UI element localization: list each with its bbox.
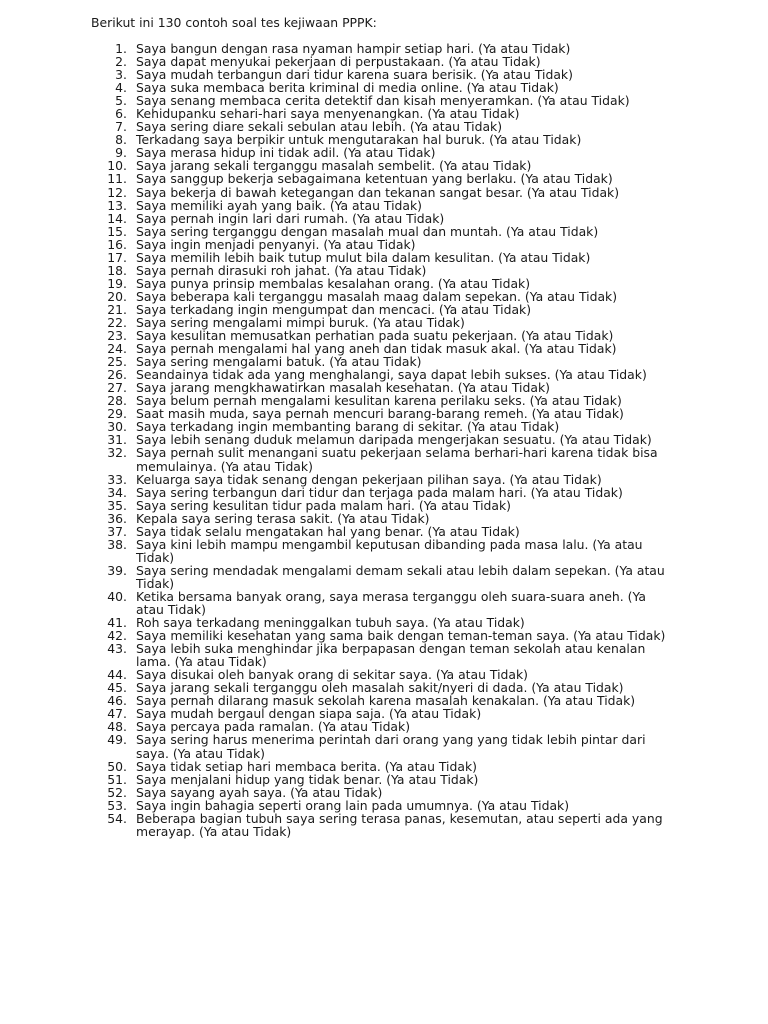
list-item-number: 5. — [115, 93, 127, 109]
list-item-number: 23. — [107, 328, 127, 344]
list-item-number: 30. — [107, 419, 127, 435]
list-item-number: 45. — [107, 680, 127, 696]
list-item-text: Saya sering terbangun dari tidur dan terjaga pada malam hari. (Ya atau Tidak) — [136, 484, 623, 500]
list-item — [0, 473, 768, 486]
list-item-text: Saya pernah dilarang masuk sekolah karena masalah kenakalan. (Ya atau Tidak) — [136, 693, 636, 709]
list-item-text: Saya percaya pada ramalan. (Ya atau Tidak) — [136, 719, 411, 735]
list-item — [0, 446, 768, 472]
list-item-text: Saya lebih senang duduk melamun daripada mengerjakan sesuatu. (Ya atau Tidak) — [136, 432, 652, 448]
list-item-text: Saya sering mengalami batuk. (Ya atau Tidak) — [136, 354, 422, 370]
list-item-number: 40. — [107, 588, 127, 604]
list-item-number: 28. — [107, 393, 127, 409]
list-item-text: Saya disukai oleh banyak orang di sekitar saya. (Ya atau Tidak) — [136, 667, 529, 683]
list-item-text: Saya tidak setiap hari membaca berita. (Ya atau Tidak) — [136, 758, 477, 774]
list-item — [0, 238, 768, 251]
list-item — [0, 773, 768, 786]
list-item-text: Saya dapat menyukai pekerjaan di perpustakaan. (Ya atau Tidak) — [136, 54, 541, 70]
list-item-number: 1. — [115, 41, 127, 56]
list-item-number: 43. — [107, 641, 127, 657]
list-item-text: Saya sering terganggu dengan masalah mual dan muntah. (Ya atau Tidak) — [136, 223, 599, 239]
list-item-text: Seandainya tidak ada yang menghalangi, saya dapat lebih sukses. (Ya atau Tidak) — [136, 367, 647, 383]
list-item — [0, 277, 768, 290]
list-item-number: 36. — [107, 510, 127, 526]
list-item-number: 24. — [107, 341, 127, 357]
list-item-text: Saya jarang sekali terganggu oleh masalah sakit/nyeri di dada. (Ya atau Tidak) — [136, 680, 624, 696]
list-item-number: 11. — [107, 171, 127, 187]
list-item-text: Kehidupanku sehari-hari saya menyenangkan. (Ya atau Tidak) — [136, 106, 520, 122]
list-item-text: Saya sering kesulitan tidur pada malam hari. (Ya atau Tidak) — [136, 497, 512, 513]
list-item-number: 35. — [107, 497, 127, 513]
list-item — [0, 786, 768, 799]
list-item-number: 9. — [115, 145, 127, 161]
list-item-text: Saya beberapa kali terganggu masalah maag dalam sepekan. (Ya atau Tidak) — [136, 288, 618, 304]
list-item-text: Saya terkadang ingin mengumpat dan mencaci. (Ya atau Tidak) — [136, 301, 532, 317]
list-item-number: 2. — [115, 54, 127, 70]
list-item-number: 12. — [107, 184, 127, 200]
list-item-number: 46. — [107, 693, 127, 709]
list-item — [0, 564, 768, 590]
list-item — [0, 264, 768, 277]
question-list — [0, 42, 768, 838]
list-item-text: Saya pernah dirasuki roh jahat. (Ya atau Tidak) — [136, 262, 427, 278]
list-item-number: 19. — [107, 275, 127, 291]
list-item-number: 8. — [115, 132, 127, 148]
list-item-text: Saya bekerja di bawah ketegangan dan tekanan sangat besar. (Ya atau Tidak) — [136, 184, 620, 200]
list-item-number: 44. — [107, 667, 127, 683]
list-item — [0, 590, 768, 616]
list-item-number: 49. — [107, 732, 127, 748]
list-item-text: Terkadang saya berpikir untuk mengutarakan hal buruk. (Ya atau Tidak) — [136, 132, 582, 148]
list-item-number: 6. — [115, 106, 127, 122]
list-item — [0, 642, 768, 668]
list-item-number: 17. — [107, 249, 127, 265]
list-item-text: Saya ingin menjadi penyanyi. (Ya atau Tidak) — [136, 236, 416, 252]
list-item-number: 29. — [107, 406, 127, 422]
list-item — [0, 812, 768, 838]
list-item-text: Saya mudah terbangun dari tidur karena suara berisik. (Ya atau Tidak) — [136, 67, 573, 83]
list-item — [0, 760, 768, 773]
list-item-text: Saya kesulitan memusatkan perhatian pada suatu pekerjaan. (Ya atau Tidak) — [136, 328, 614, 344]
list-item-text: Saya pernah sulit menangani suatu pekerjaan selama berhari-hari karena tidak bisa memulainya. (Ya atau Tidak) — [136, 445, 658, 474]
list-item-text: Kepala saya sering terasa sakit. (Ya atau Tidak) — [136, 510, 430, 526]
list-item-text: Saya memiliki ayah yang baik. (Ya atau Tidak) — [136, 197, 422, 213]
list-item-text: Saya lebih suka menghindar jika berpapasan dengan teman sekolah atau kenalan lama. (Ya atau Tidak) — [136, 641, 646, 670]
list-item-number: 20. — [107, 288, 127, 304]
list-item-text: Keluarga saya tidak senang dengan pekerjaan pilihan saya. (Ya atau Tidak) — [136, 471, 602, 487]
list-item — [0, 212, 768, 225]
list-item-text: Ketika bersama banyak orang, saya merasa terganggu oleh suara-suara aneh. (Ya atau Tidak) — [136, 588, 646, 618]
list-item-text: Saya sayang ayah saya. (Ya atau Tidak) — [136, 784, 383, 800]
list-item-text: Saya ingin bahagia seperti orang lain pada umumnya. (Ya atau Tidak) — [136, 797, 570, 813]
list-item-number: 47. — [107, 706, 127, 722]
list-item-number: 38. — [107, 536, 127, 552]
list-item-text: Saya merasa hidup ini tidak adil. (Ya atau Tidak) — [136, 145, 436, 161]
list-item — [0, 199, 768, 212]
list-item-number: 25. — [107, 354, 127, 370]
list-item-number: 15. — [107, 223, 127, 239]
list-item — [0, 499, 768, 512]
intro-text: Berikut ini 130 contoh soal tes kejiwaan PPPK: — [91, 15, 377, 30]
list-item-text: Saya sering mendadak mengalami demam sekali atau lebih dalam sepekan. (Ya atau Tidak) — [136, 562, 665, 591]
list-item-text: Saya punya prinsip membalas kesalahan orang. (Ya atau Tidak) — [136, 275, 531, 291]
list-item-number: 48. — [107, 719, 127, 735]
list-item-number: 21. — [107, 301, 127, 317]
list-item-number: 53. — [107, 797, 127, 813]
list-item — [0, 733, 768, 759]
list-item-text: Beberapa bagian tubuh saya sering terasa panas, kesemutan, atau seperti ada yang merayap. (Ya atau Tidak) — [136, 810, 663, 839]
list-item — [0, 799, 768, 812]
list-item-number: 27. — [107, 380, 127, 396]
list-item — [0, 186, 768, 199]
list-item-text: Saya memilih lebih baik tutup mulut bila dalam kesulitan. (Ya atau Tidak) — [136, 249, 591, 265]
list-item-number: 33. — [107, 471, 127, 487]
list-item-text: Saya pernah ingin lari dari rumah. (Ya atau Tidak) — [136, 210, 445, 226]
list-item-text: Saya menjalani hidup yang tidak benar. (Ya atau Tidak) — [136, 771, 479, 787]
list-item-text: Saya memiliki kesehatan yang sama baik dengan teman-teman saya. (Ya atau Tidak) — [136, 628, 666, 644]
list-item-text: Saya kini lebih mampu mengambil keputusan dibanding pada masa lalu. (Ya atau Tidak) — [136, 536, 643, 565]
list-item-text: Saya suka membaca berita kriminal di media online. (Ya atau Tidak) — [136, 80, 559, 96]
list-item — [0, 290, 768, 303]
list-item-number: 32. — [107, 445, 127, 461]
list-item — [0, 251, 768, 264]
list-item-text: Saya sering mengalami mimpi buruk. (Ya atau Tidak) — [136, 314, 465, 330]
list-item-text: Saya sanggup bekerja sebagaimana ketentuan yang berlaku. (Ya atau Tidak) — [136, 171, 613, 187]
list-item-text: Saya bangun dengan rasa nyaman hampir setiap hari. (Ya atau Tidak) — [136, 41, 571, 56]
list-item-number: 51. — [107, 771, 127, 787]
list-item-number: 18. — [107, 262, 127, 278]
list-item-number: 34. — [107, 484, 127, 500]
list-item-number: 31. — [107, 432, 127, 448]
list-item-number: 4. — [115, 80, 127, 96]
list-item-text: Roh saya terkadang meninggalkan tubuh saya. (Ya atau Tidak) — [136, 615, 525, 631]
list-item — [0, 172, 768, 185]
list-item-number: 3. — [115, 67, 127, 83]
list-item-number: 52. — [107, 784, 127, 800]
list-item — [0, 538, 768, 564]
list-item-number: 16. — [107, 236, 127, 252]
list-item-text: Saya mudah bergaul dengan siapa saja. (Ya atau Tidak) — [136, 706, 482, 722]
list-item — [0, 486, 768, 499]
list-item-number: 54. — [107, 810, 127, 826]
list-item-text: Saat masih muda, saya pernah mencuri barang-barang remeh. (Ya atau Tidak) — [136, 406, 624, 422]
list-item-text: Saya terkadang ingin membanting barang di sekitar. (Ya atau Tidak) — [136, 419, 560, 435]
list-item-text: Saya jarang mengkhawatirkan masalah kesehatan. (Ya atau Tidak) — [136, 380, 550, 396]
list-item-text: Saya belum pernah mengalami kesulitan karena perilaku seks. (Ya atau Tidak) — [136, 393, 622, 409]
list-item — [0, 512, 768, 525]
list-item — [0, 225, 768, 238]
list-item-number: 13. — [107, 197, 127, 213]
list-item-number: 50. — [107, 758, 127, 774]
list-item-number: 41. — [107, 615, 127, 631]
list-item-number: 26. — [107, 367, 127, 383]
list-item-number: 39. — [107, 562, 127, 578]
list-item-number: 7. — [115, 119, 127, 135]
list-item-number: 22. — [107, 314, 127, 330]
list-item-text: Saya tidak selalu mengatakan hal yang benar. (Ya atau Tidak) — [136, 523, 520, 539]
list-item-text: Saya sering diare sekali sebulan atau lebih. (Ya atau Tidak) — [136, 119, 503, 135]
list-item-text: Saya jarang sekali terganggu masalah sembelit. (Ya atau Tidak) — [136, 158, 532, 174]
list-item-text: Saya senang membaca cerita detektif dan kisah menyeramkan. (Ya atau Tidak) — [136, 93, 630, 109]
list-item — [0, 525, 768, 538]
list-item-number: 10. — [107, 158, 127, 174]
list-item-text: Saya pernah mengalami hal yang aneh dan tidak masuk akal. (Ya atau Tidak) — [136, 341, 617, 357]
list-item-number: 42. — [107, 628, 127, 644]
list-item-text: Saya sering harus menerima perintah dari orang yang yang tidak lebih pintar dari saya. (Ya atau Tidak) — [136, 732, 646, 761]
list-item-number: 14. — [107, 210, 127, 226]
list-item-number: 37. — [107, 523, 127, 539]
